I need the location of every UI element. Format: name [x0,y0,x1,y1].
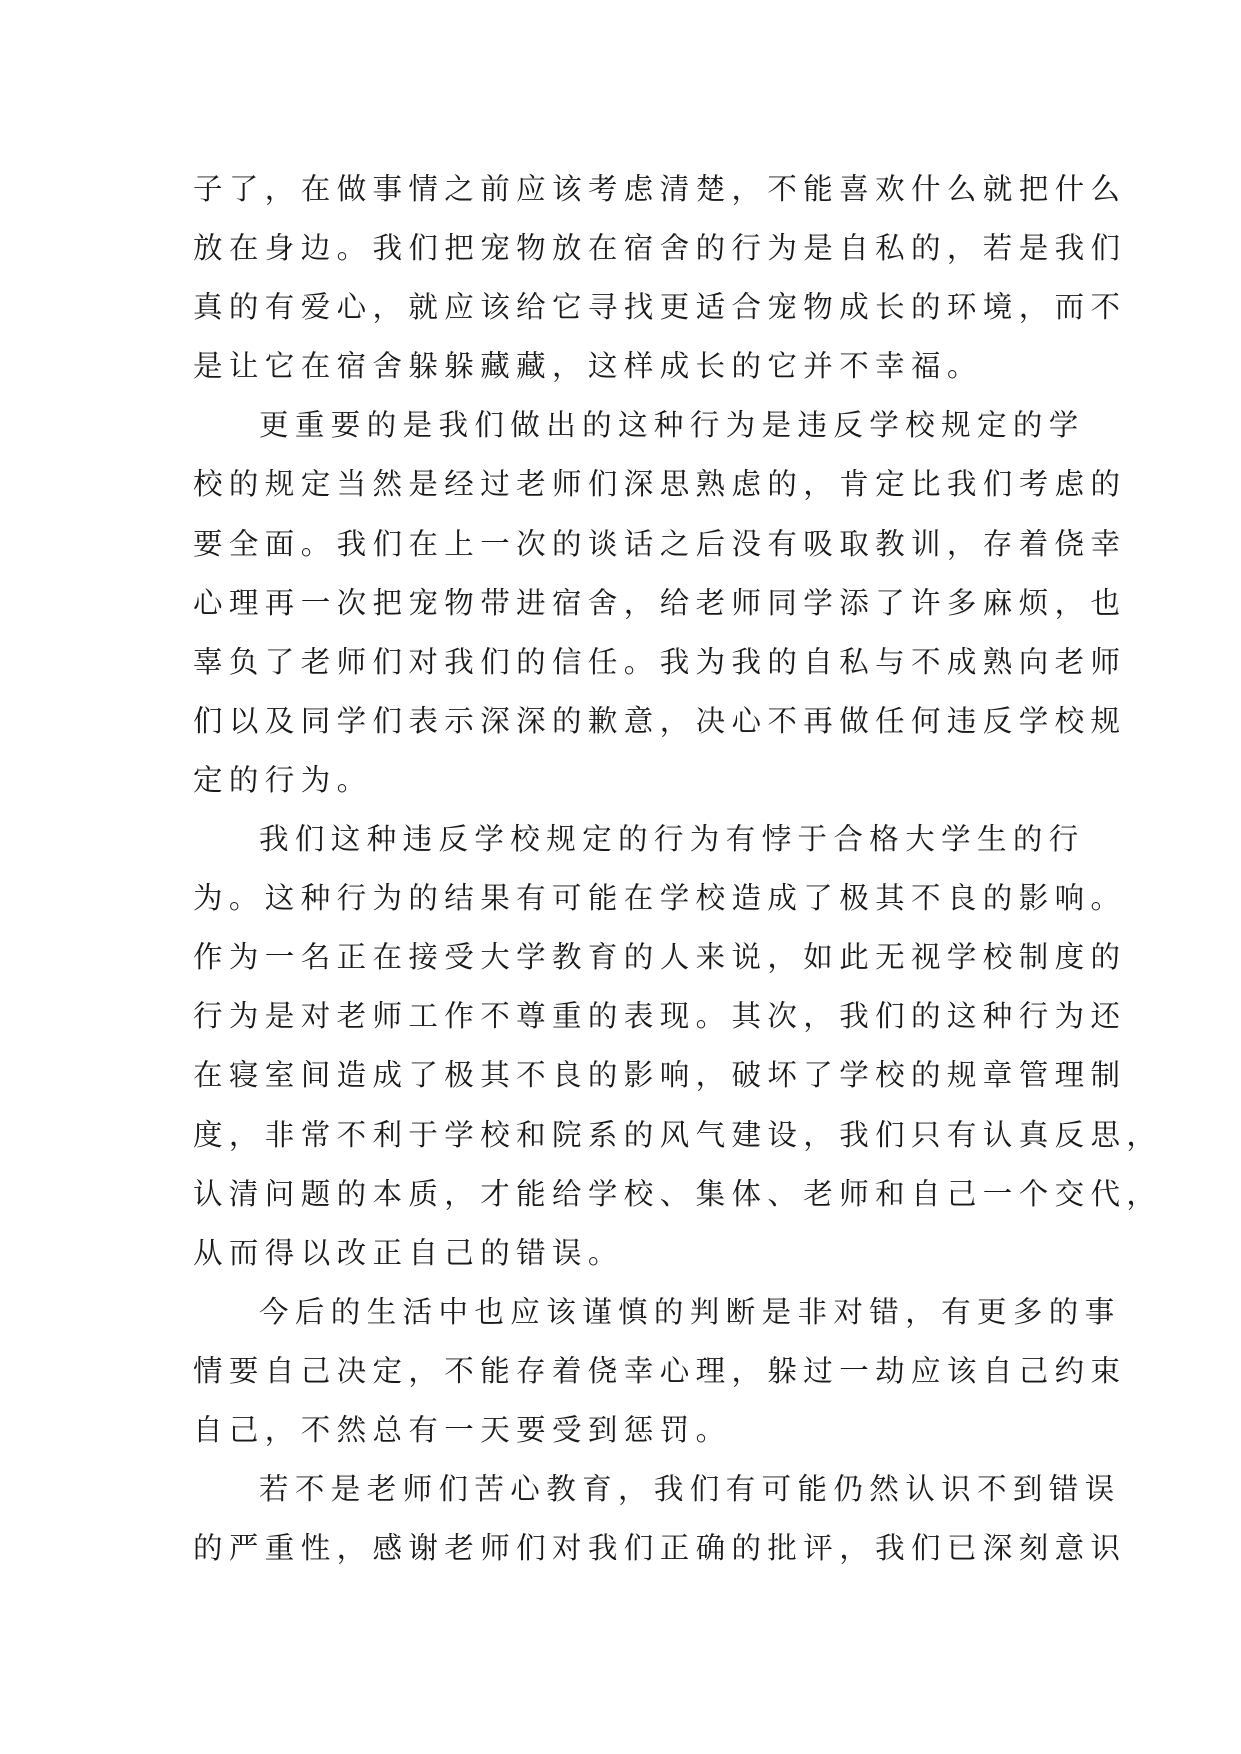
paragraph-line: 定的行为。 [193,762,373,797]
paragraph-line: 是让它在宿舍躲躲藏藏，这样成长的它并不幸福。 [193,349,983,384]
paragraph-3 [193,810,1163,1283]
paragraph-line: 子了，在做事情之前应该考虑清楚，不能喜欢什么就把什么 [193,172,1127,206]
paragraph-line: 的严重性，感谢老师们对我们正确的批评，我们已深刻意识 [193,1531,1127,1566]
paragraph-first-line: 我们这种违反学校规定的行为有悖于合格大学生的行 [259,822,1085,857]
paragraph-line: 们以及同学们表示深深的歉意，决心不再做任何违反学校规 [193,703,1127,738]
paragraph-line: 校的规定当然是经过老师们深思熟虑的，肯定比我们考虑的 [193,467,1127,502]
paragraph-4 [193,1283,1127,1460]
paragraph-1 [193,160,1127,396]
paragraph-line: 要全面。我们在上一次的谈话之后没有吸取教训，存着侥幸 [193,526,1127,561]
paragraph-line: 行为是对老师工作不尊重的表现。其次，我们的这种行为还 [193,999,1127,1034]
paragraph-line: 在寝室间造成了极其不良的影响，破坏了学校的规章管理制 [193,1058,1127,1093]
paragraph-first-line: 今后的生活中也应该谨慎的判断是非对错，有更多的事 [259,1294,1121,1329]
paragraph-5 [193,1460,1127,1578]
paragraph-2 [193,396,1127,810]
paragraph-first-line: 若不是老师们苦心教育，我们有可能仍然认识不到错误 [259,1472,1121,1507]
document-body [193,160,1163,1578]
paragraph-line: 放在身边。我们把宠物放在宿舍的行为是自私的，若是我们 [193,231,1127,266]
paragraph-first-line: 更重要的是我们做出的这种行为是违反学校规定的学 [259,408,1085,443]
paragraph-line: 为。这种行为的结果有可能在学校造成了极其不良的影响。 [193,881,1127,916]
paragraph-line: 作为一名正在接受大学教育的人来说，如此无视学校制度的 [193,940,1127,975]
paragraph-line: 度，非常不利于学校和院系的风气建设，我们只有认真反思， [193,1117,1163,1152]
paragraph-line: 从而得以改正自己的错误。 [193,1235,624,1270]
paragraph-line: 自己，不然总有一天要受到惩罚。 [193,1412,732,1447]
paragraph-line: 辜负了老师们对我们的信任。我为我的自私与不成熟向老师 [193,644,1127,679]
paragraph-line: 真的有爱心，就应该给它寻找更适合宠物成长的环境，而不 [193,290,1127,325]
paragraph-line: 认清问题的本质，才能给学校、集体、老师和自己一个交代， [193,1176,1163,1211]
paragraph-line: 心理再一次把宠物带进宿舍，给老师同学添了许多麻烦，也 [193,585,1127,620]
paragraph-line: 情要自己决定，不能存着侥幸心理，躲过一劫应该自己约束 [193,1353,1127,1388]
